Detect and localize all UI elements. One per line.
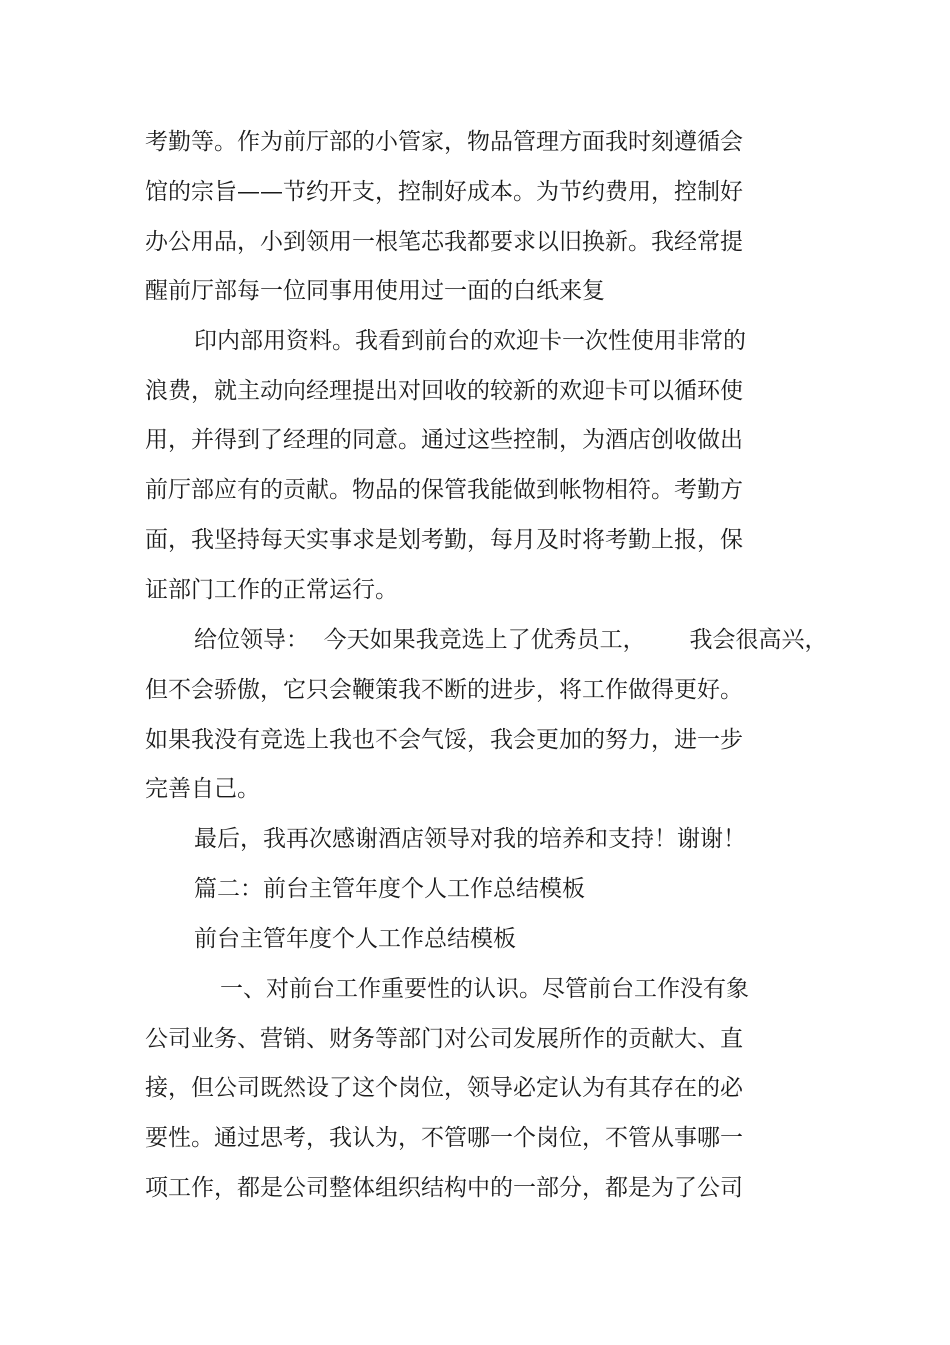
text-line: 但不会骄傲，它只会鞭策我不断的进步，将工作做得更好。: [145, 677, 743, 703]
text-line: 接，但公司既然设了这个岗位，领导必定认为有其存在的必: [145, 1075, 743, 1101]
section-heading: 篇二：前台主管年度个人工作总结模板: [194, 876, 585, 902]
text-line: 完善自己。: [145, 776, 260, 802]
text-line: 前厅部应有的贡献。物品的保管我能做到帐物相符。考勤方: [145, 477, 743, 503]
text-line: 馆的宗旨——节约开支，控制好成本。为节约费用，控制好: [145, 179, 743, 205]
text-line: 如果我没有竞选上我也不会气馁，我会更加的努力，进一步: [145, 727, 743, 753]
paragraph-start-line: 印内部用资料。我看到前台的欢迎卡一次性使用非常的: [194, 328, 746, 354]
text-line: 考勤等。作为前厅部的小管家，物品管理方面我时刻遵循会: [145, 129, 743, 155]
text-line: 醒前厅部每一位同事用使用过一面的白纸来复: [145, 278, 605, 304]
document-title: 前台主管年度个人工作总结模板: [194, 926, 516, 952]
text-line: 要性。通过思考，我认为，不管哪一个岗位，不管从事哪一: [145, 1125, 743, 1151]
paragraph-start-line: 最后，我再次感谢酒店领导对我的培养和支持！谢谢！: [194, 826, 746, 852]
paragraph-start-line: 一、对前台工作重要性的认识。尽管前台工作没有象: [220, 976, 749, 1002]
text-line: 项工作，都是公司整体组织结构中的一部分，都是为了公司: [145, 1175, 743, 1201]
text-line: 浪费，就主动向经理提出对回收的较新的欢迎卡可以循环使: [145, 378, 743, 404]
text-line: 证部门工作的正常运行。: [145, 577, 398, 603]
text-line: 面，我坚持每天实事求是划考勤，每月及时将考勤上报，保: [145, 527, 743, 553]
paragraph-start-line: 给位领导： 今天如果我竞选上了优秀员工， 我会很高兴，: [194, 627, 828, 653]
text-line: 办公用品，小到领用一根笔芯我都要求以旧换新。我经常提: [145, 229, 743, 255]
text-line: 用，并得到了经理的同意。通过这些控制，为酒店创收做出: [145, 427, 743, 453]
text-line: 公司业务、营销、财务等部门对公司发展所作的贡献大、直: [145, 1026, 743, 1052]
